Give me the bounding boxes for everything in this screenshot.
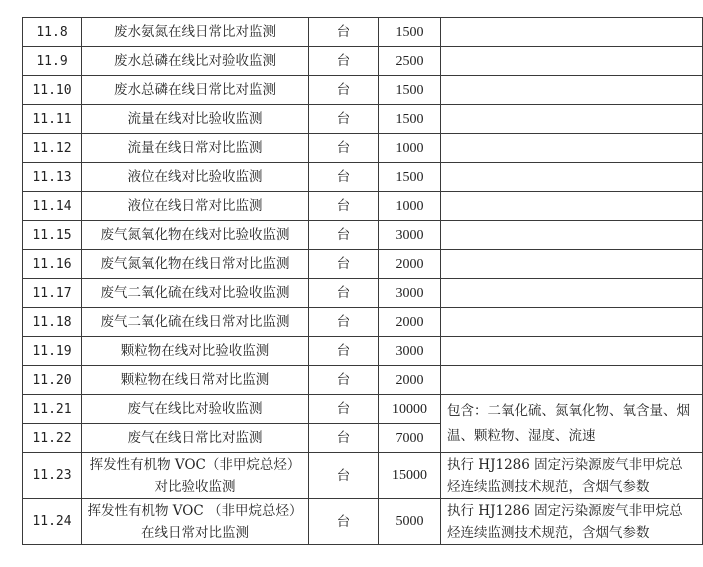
row-number: 11.10 <box>23 76 82 105</box>
note-cell <box>441 337 703 366</box>
table-row <box>23 163 703 192</box>
note-cell <box>441 250 703 279</box>
row-number: 11.9 <box>23 47 82 76</box>
price-table <box>22 17 703 545</box>
row-number: 11.11 <box>23 105 82 134</box>
item-name: 废水氨氮在线日常比对监测 <box>82 18 309 47</box>
price-cell: 7000 <box>379 424 441 453</box>
table-row <box>23 134 703 163</box>
item-name: 废气二氧化硫在线日常对比监测 <box>82 308 309 337</box>
row-number: 11.19 <box>23 337 82 366</box>
note-cell <box>441 308 703 337</box>
price-cell: 2000 <box>379 308 441 337</box>
item-name: 挥发性有机物 VOC （非甲烷总烃）在线日常对比监测 <box>82 499 309 545</box>
price-cell: 10000 <box>379 395 441 424</box>
row-number: 11.14 <box>23 192 82 221</box>
item-name: 颗粒物在线日常对比监测 <box>82 366 309 395</box>
price-cell: 1500 <box>379 163 441 192</box>
note-cell <box>441 163 703 192</box>
unit-cell: 台 <box>309 395 379 424</box>
unit-cell: 台 <box>309 47 379 76</box>
item-name: 液位在线对比验收监测 <box>82 163 309 192</box>
row-number: 11.22 <box>23 424 82 453</box>
unit-cell: 台 <box>309 18 379 47</box>
price-cell: 1000 <box>379 192 441 221</box>
unit-cell: 台 <box>309 453 379 499</box>
price-cell: 2000 <box>379 250 441 279</box>
unit-cell: 台 <box>309 337 379 366</box>
row-number: 11.18 <box>23 308 82 337</box>
price-cell: 3000 <box>379 337 441 366</box>
item-name: 挥发性有机物 VOC（非甲烷总烃）对比验收监测 <box>82 453 309 499</box>
table-row <box>23 308 703 337</box>
note-cell <box>441 192 703 221</box>
unit-cell: 台 <box>309 424 379 453</box>
unit-cell: 台 <box>309 192 379 221</box>
note-cell <box>441 47 703 76</box>
unit-cell: 台 <box>309 366 379 395</box>
price-cell: 1500 <box>379 18 441 47</box>
table-row <box>23 453 703 499</box>
unit-cell: 台 <box>309 250 379 279</box>
table-row <box>23 221 703 250</box>
price-cell: 2500 <box>379 47 441 76</box>
unit-cell: 台 <box>309 163 379 192</box>
note-cell <box>441 366 703 395</box>
table-row <box>23 250 703 279</box>
price-cell: 3000 <box>379 279 441 308</box>
unit-cell: 台 <box>309 499 379 545</box>
unit-cell: 台 <box>309 76 379 105</box>
row-number: 11.15 <box>23 221 82 250</box>
table-row <box>23 105 703 134</box>
row-number: 11.17 <box>23 279 82 308</box>
table-row <box>23 337 703 366</box>
note-cell: 执行 HJ1286 固定污染源废气非甲烷总烃连续监测技术规范，含烟气参数 <box>441 453 703 499</box>
unit-cell: 台 <box>309 105 379 134</box>
unit-cell: 台 <box>309 134 379 163</box>
note-cell <box>441 134 703 163</box>
note-cell-merged: 包含：二氧化硫、氮氧化物、氧含量、烟温、颗粒物、湿度、流速 <box>441 395 703 453</box>
note-cell <box>441 18 703 47</box>
price-cell: 2000 <box>379 366 441 395</box>
table-row <box>23 192 703 221</box>
row-number: 11.13 <box>23 163 82 192</box>
row-number: 11.20 <box>23 366 82 395</box>
unit-cell: 台 <box>309 279 379 308</box>
price-cell: 5000 <box>379 499 441 545</box>
table-row <box>23 47 703 76</box>
price-cell: 15000 <box>379 453 441 499</box>
price-cell: 1500 <box>379 76 441 105</box>
note-cell <box>441 221 703 250</box>
unit-cell: 台 <box>309 308 379 337</box>
note-cell: 执行 HJ1286 固定污染源废气非甲烷总烃连续监测技术规范，含烟气参数 <box>441 499 703 545</box>
item-name: 废气氮氧化物在线日常对比监测 <box>82 250 309 279</box>
note-cell <box>441 76 703 105</box>
item-name: 废气二氧化硫在线对比验收监测 <box>82 279 309 308</box>
table-row <box>23 366 703 395</box>
item-name: 颗粒物在线对比验收监测 <box>82 337 309 366</box>
price-cell: 3000 <box>379 221 441 250</box>
note-cell <box>441 279 703 308</box>
row-number: 11.12 <box>23 134 82 163</box>
table-row <box>23 499 703 545</box>
row-number: 11.24 <box>23 499 82 545</box>
item-name: 流量在线日常对比监测 <box>82 134 309 163</box>
item-name: 废气氮氧化物在线对比验收监测 <box>82 221 309 250</box>
item-name: 流量在线对比验收监测 <box>82 105 309 134</box>
table-row <box>23 395 703 424</box>
table-row <box>23 279 703 308</box>
price-cell: 1500 <box>379 105 441 134</box>
unit-cell: 台 <box>309 221 379 250</box>
row-number: 11.21 <box>23 395 82 424</box>
item-name: 废气在线日常比对监测 <box>82 424 309 453</box>
table-row <box>23 18 703 47</box>
item-name: 液位在线日常对比监测 <box>82 192 309 221</box>
row-number: 11.23 <box>23 453 82 499</box>
item-name: 废水总磷在线比对验收监测 <box>82 47 309 76</box>
row-number: 11.8 <box>23 18 82 47</box>
row-number: 11.16 <box>23 250 82 279</box>
item-name: 废水总磷在线日常比对监测 <box>82 76 309 105</box>
item-name: 废气在线比对验收监测 <box>82 395 309 424</box>
table-row <box>23 76 703 105</box>
note-cell <box>441 105 703 134</box>
price-cell: 1000 <box>379 134 441 163</box>
